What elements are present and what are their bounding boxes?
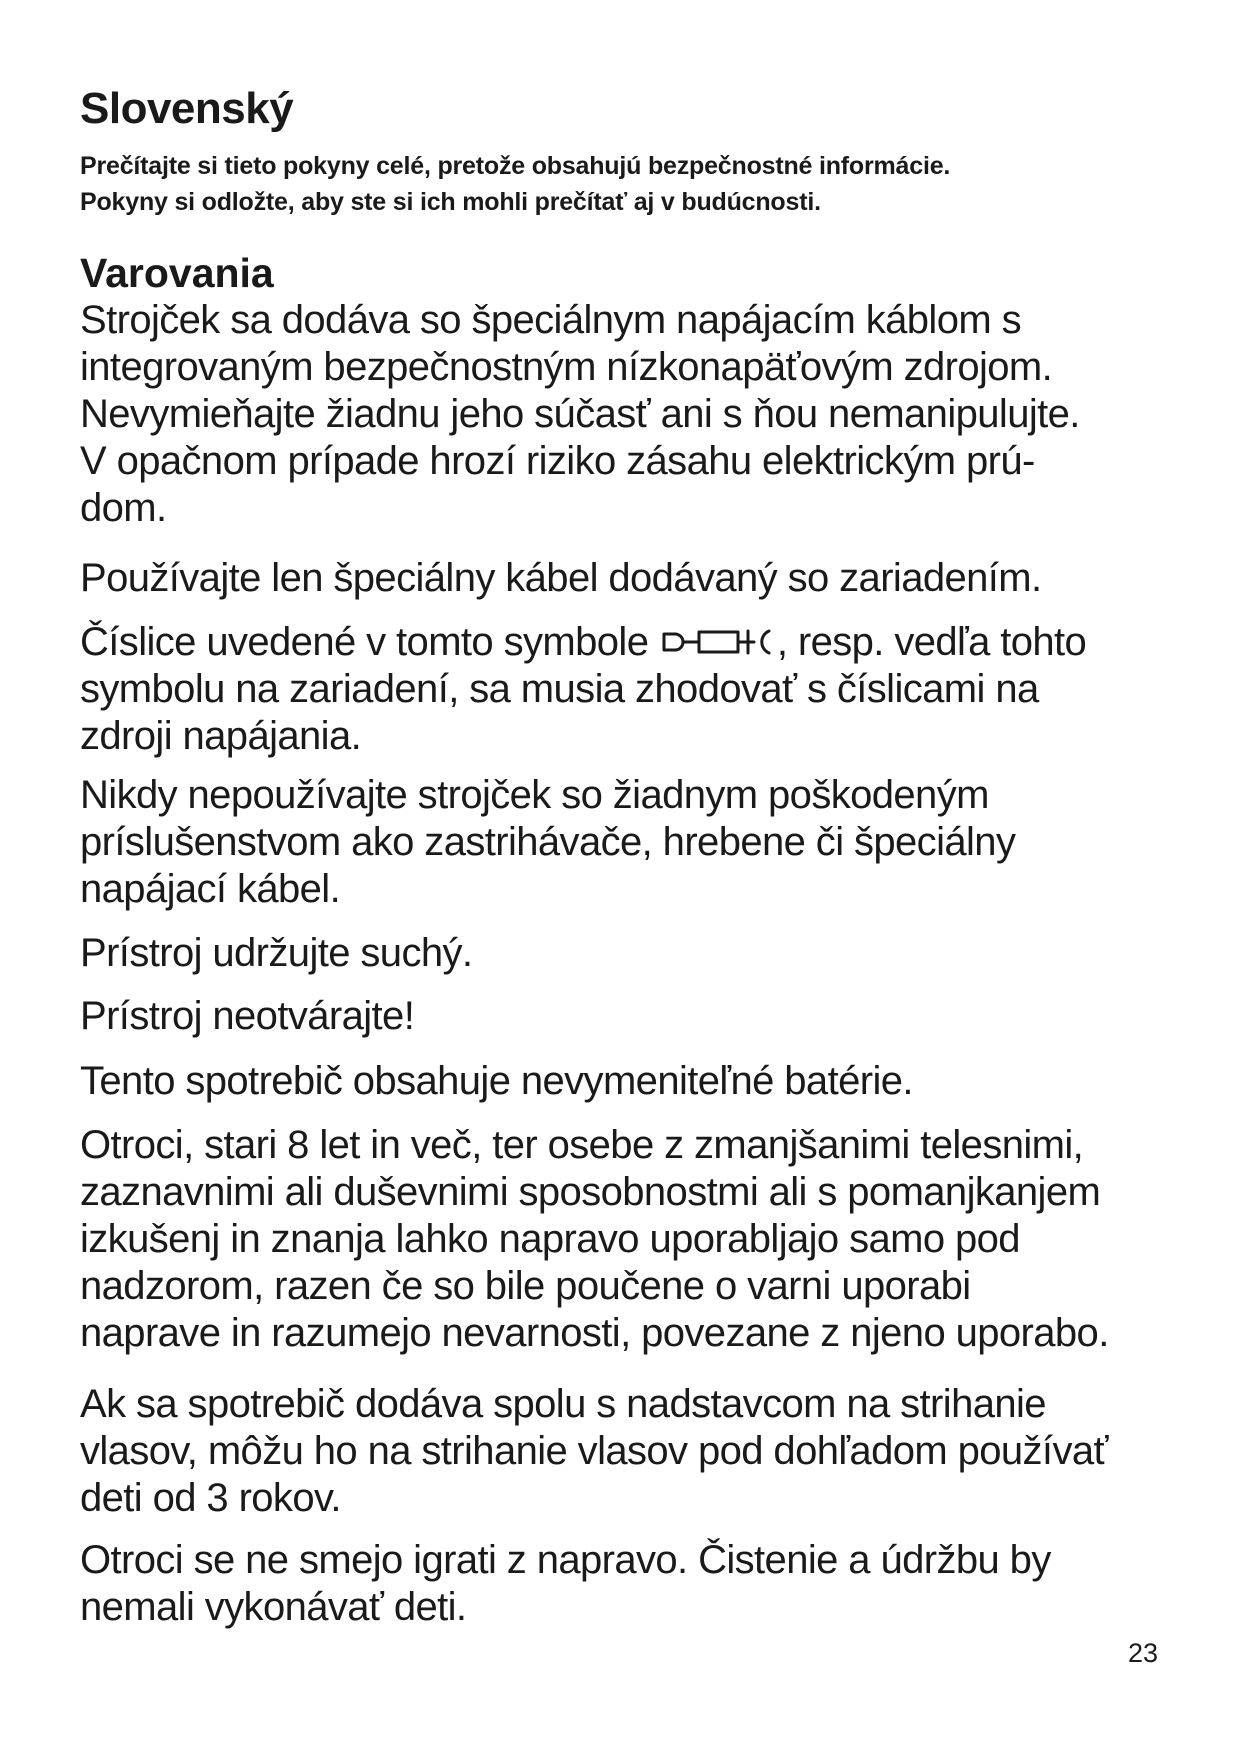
paragraph-line: nadzorom, razen če so bile poučene o varni uporabi [80,1264,971,1308]
paragraph-keep-dry [80,930,472,977]
power-supply-plug-icon [661,627,773,657]
symbol-text-before: Číslice uvedené v tomto symbole [80,620,649,664]
paragraph-damaged-accessories [80,772,1015,913]
paragraph-power-cord [80,297,1080,532]
paragraph-line: symbolu na zariadení, sa musia zhodovať s číslicami na [80,667,1039,711]
paragraph-line: Nevymieňajte žiadnu jeho súčasť ani s ňou nemanipulujte. [80,392,1080,436]
paragraph-line: nemali vykonávať deti. [80,1585,467,1629]
paragraph-line: Prístroj neotvárajte! [80,994,415,1038]
paragraph-line: Otroci, stari 8 let in več, ter osebe z zmanjšanimi telesnimi, [80,1123,1084,1167]
paragraph-line: integrovaným bezpečnostným nízkonapäťovým zdrojom. [80,345,1053,389]
intro-text [80,148,950,220]
paragraph-line [80,619,1086,666]
paragraph-line: vlasov, môžu ho na strihanie vlasov pod dohľadom používať [80,1429,1108,1473]
paragraph-line: príslušenstvom ako zastrihávače, hrebene či špeciálny [80,820,1016,864]
paragraph-line: zaznavnimi ali duševnimi sposobnostmi ali s pomanjkanjem [80,1170,1101,1214]
paragraph-line: naprave in razumejo nevarnosti, povezane z njeno uporabo. [80,1311,1109,1355]
page-number: 23 [1128,1638,1159,1668]
paragraph-line: deti od 3 rokov. [80,1476,341,1520]
paragraph-batteries [80,1058,913,1105]
symbol-text-after: , resp. vedľa tohto [776,620,1087,664]
paragraph-children-supervision [80,1122,1109,1357]
intro-line: Prečítajte si tieto pokyny celé, pretože obsahujú bezpečnostné informácie. [80,152,951,180]
paragraph-line: Prístroj udržujte suchý. [80,931,473,975]
paragraph-line: napájací kábel. [80,867,341,911]
paragraph-line: Strojček sa dodáva so špeciálnym napájacím káblom s [80,298,1021,342]
paragraph-line: Tento spotrebič obsahuje nevymeniteľné batérie. [80,1059,913,1103]
paragraph-symbol [80,619,1086,760]
intro-line: Pokyny si odložte, aby ste si ich mohli prečítať aj v budúcnosti. [80,188,821,216]
paragraph-line: Nikdy nepoužívajte strojček so žiadnym poškodeným [80,773,989,817]
paragraph-line: Používajte len špeciálny kábel dodávaný so zariadením. [80,556,1042,600]
paragraph-children-play [80,1537,1051,1631]
paragraph-line: Otroci se ne smejo igrati z napravo. Čistenie a údržbu by [80,1538,1051,1582]
paragraph-line: izkušenj in znanja lahko napravo uporabljajo samo pod [80,1217,1020,1261]
paragraph-cable-only [80,555,1042,602]
paragraph-line: zdroji napájania. [80,714,362,758]
paragraph-line: Ak sa spotrebič dodáva spolu s nadstavcom na strihanie [80,1382,1046,1426]
language-title: Slovenský [80,84,294,133]
paragraph-line: V opačnom prípade hrozí riziko zásahu elektrickým prú- [80,439,1035,483]
paragraph-do-not-open [80,993,414,1040]
paragraph-hair-attachment [80,1381,1108,1522]
paragraph-line: dom. [80,486,167,530]
warnings-heading: Varovania [80,250,274,296]
